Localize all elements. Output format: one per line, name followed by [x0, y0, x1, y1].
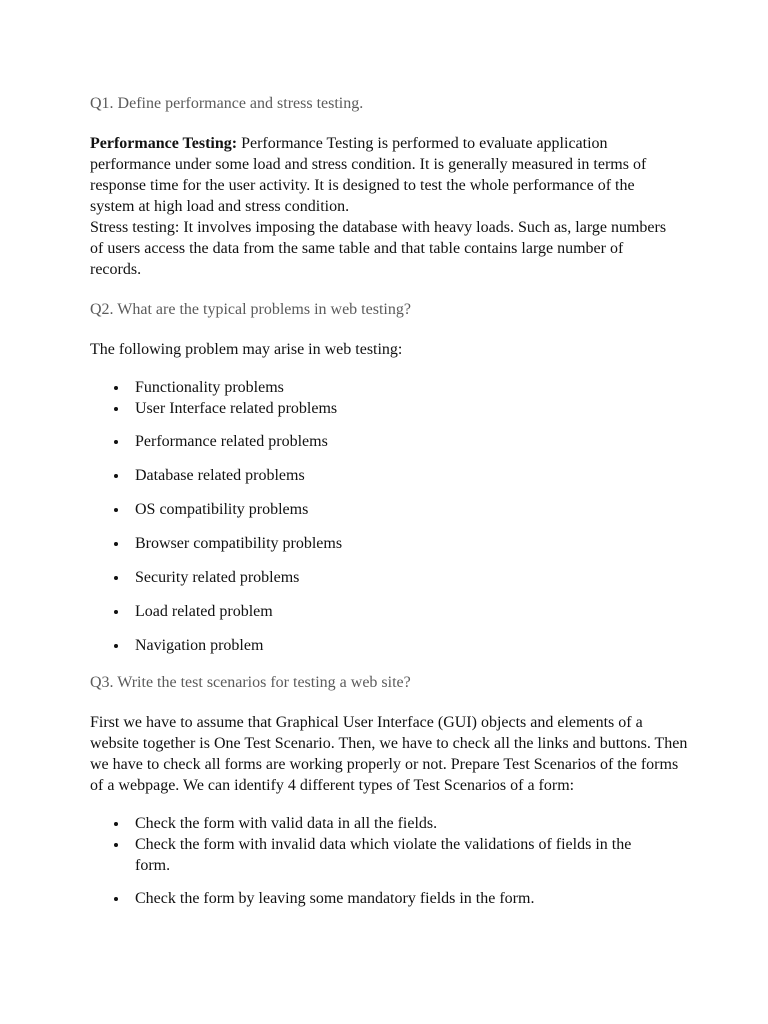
performance-term: Performance Testing: — [90, 135, 238, 152]
q3-intro: First we have to assume that Graphical User Interface (GUI) objects and elements of a website together is One Test Scenario. Then, we have to check all the links and buttons. Then we have to check all forms are working properly or not. Prepare Test Scenarios of the forms of a webpage. We can identify 4 different types of Test Scenarios of a form: — [90, 714, 688, 794]
q2-intro: The following problem may arise in web testing: — [90, 341, 403, 358]
q1-stress-paragraph: Stress testing: It involves imposing the database with heavy loads. Such as, large numbers of users access the data from the same table and that table contains large number of records. — [90, 219, 667, 278]
performance-text: Performance Testing is performed to evaluate application performance under some load and stress condition. It is generally measured in terms of response time for the user activity. It is designed to test the whole performance of the system at high load and stress condition. — [90, 135, 647, 215]
list-item: Check the form with valid data in all the fields. — [90, 813, 650, 834]
list-item: User Interface related problems — [90, 398, 690, 419]
list-item: Load related problem — [90, 601, 690, 622]
q2-heading: Q2. What are the typical problems in web testing? — [90, 301, 411, 318]
q3-heading: Q3. Write the test scenarios for testing a web site? — [90, 674, 411, 691]
list-item: Navigation problem — [90, 635, 690, 656]
q2-problem-list — [90, 377, 690, 656]
list-item: Functionality problems — [90, 377, 690, 398]
q1-heading: Q1. Define performance and stress testing. — [90, 95, 364, 112]
q3-scenario-list — [90, 813, 650, 909]
list-item: Browser compatibility problems — [90, 533, 690, 554]
list-item: Database related problems — [90, 465, 690, 486]
list-item: Security related problems — [90, 567, 690, 588]
q1-performance-paragraph — [90, 133, 664, 217]
list-item: Check the form by leaving some mandatory fields in the form. — [90, 888, 650, 909]
list-item: Check the form with invalid data which violate the validations of fields in the form. — [90, 834, 650, 876]
document-page — [90, 93, 690, 909]
list-item: Performance related problems — [90, 431, 690, 452]
list-item: OS compatibility problems — [90, 499, 690, 520]
